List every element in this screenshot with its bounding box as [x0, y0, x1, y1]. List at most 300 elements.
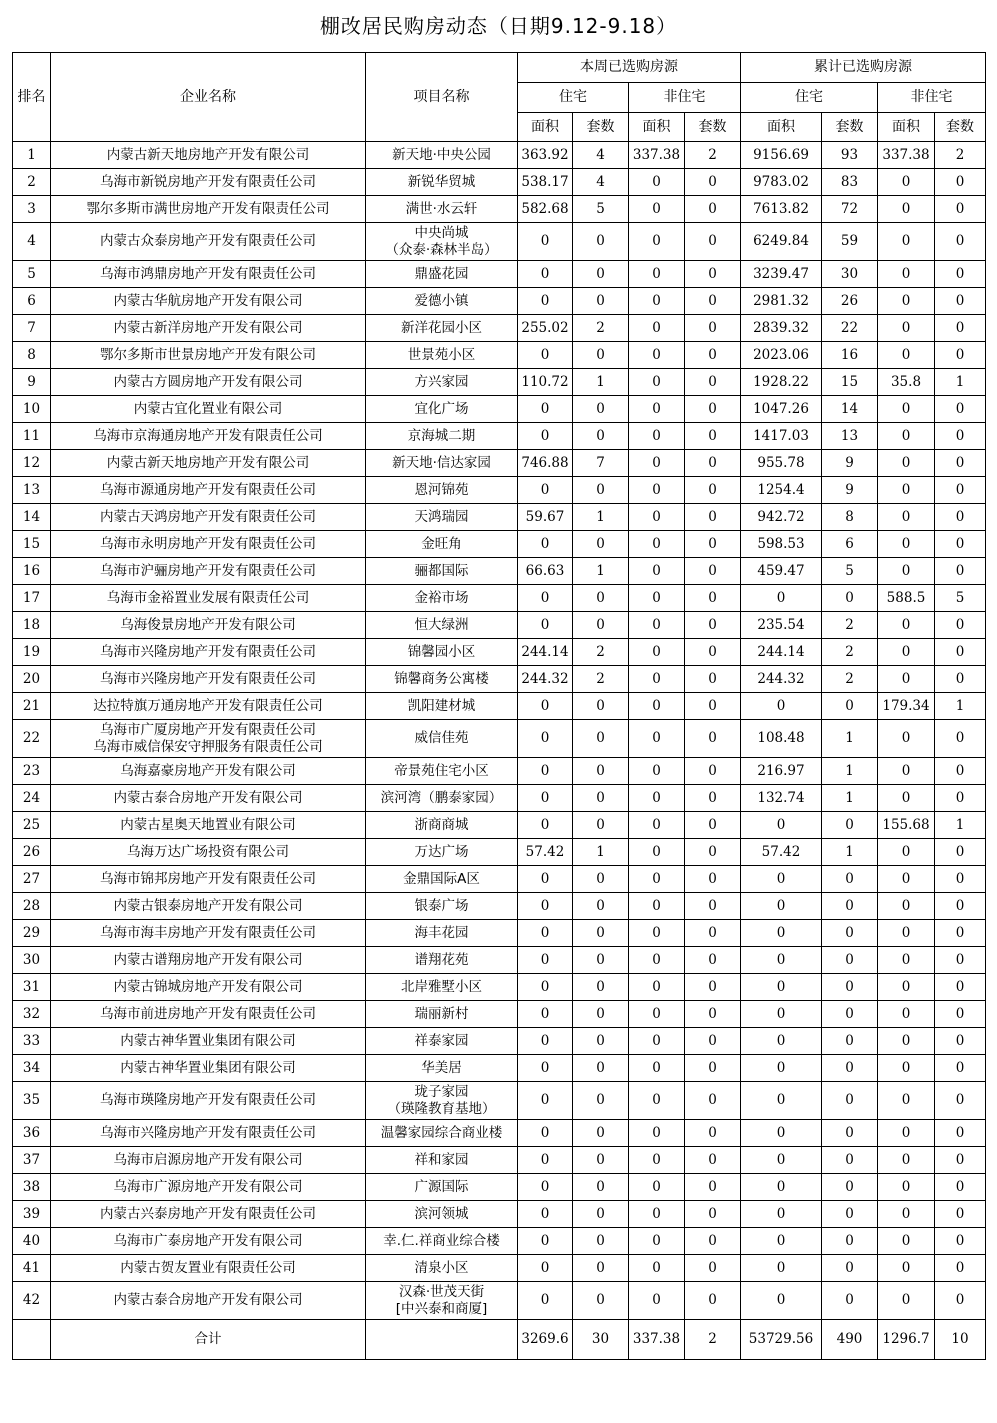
cum-res-units: 0	[822, 1282, 878, 1320]
week-res-units: 0	[573, 947, 629, 974]
rank-cell: 32	[13, 1001, 51, 1028]
week-nonres-area: 0	[629, 585, 685, 612]
week-nonres-area: 337.38	[629, 142, 685, 169]
table-row	[13, 196, 986, 223]
rank-cell: 28	[13, 893, 51, 920]
table-row	[13, 758, 986, 785]
rank-cell: 18	[13, 612, 51, 639]
week-nonres-units: 0	[685, 1147, 741, 1174]
cum-nonres-units: 0	[935, 639, 986, 666]
cum-res-area: 0	[741, 1028, 822, 1055]
cum-res-area: 0	[741, 947, 822, 974]
week-nonres-units: 0	[685, 1201, 741, 1228]
table-row	[13, 893, 986, 920]
company-name: 乌海市兴隆房地产开发有限责任公司	[51, 1120, 366, 1147]
week-res-area: 0	[518, 531, 573, 558]
rank-cell: 24	[13, 785, 51, 812]
total-week-res-units: 30	[573, 1320, 629, 1360]
cum-res-units: 0	[822, 893, 878, 920]
week-res-area: 110.72	[518, 369, 573, 396]
week-nonres-area: 0	[629, 1001, 685, 1028]
cum-nonres-units: 0	[935, 1028, 986, 1055]
cum-res-area: 2981.32	[741, 288, 822, 315]
total-week-nonres-area: 337.38	[629, 1320, 685, 1360]
cum-nonres-area: 0	[878, 1120, 935, 1147]
company-name: 乌海市广源房地产开发有限公司	[51, 1174, 366, 1201]
week-res-units: 0	[573, 1282, 629, 1320]
header-area: 面积	[878, 113, 935, 142]
company-name: 乌海市鸿鼎房地产开发有限责任公司	[51, 261, 366, 288]
table-row	[13, 477, 986, 504]
cum-res-area: 0	[741, 1120, 822, 1147]
week-nonres-units: 0	[685, 450, 741, 477]
company-name: 内蒙古方圆房地产开发有限公司	[51, 369, 366, 396]
week-nonres-units: 0	[685, 342, 741, 369]
cum-nonres-area: 179.34	[878, 693, 935, 720]
company-name: 内蒙古新天地房地产开发有限公司	[51, 450, 366, 477]
table-row	[13, 1082, 986, 1120]
week-res-units: 1	[573, 839, 629, 866]
cum-nonres-units: 0	[935, 288, 986, 315]
company-name: 内蒙古众泰房地产开发有限责任公司	[51, 223, 366, 261]
cum-res-area: 244.32	[741, 666, 822, 693]
table-row	[13, 288, 986, 315]
cum-nonres-area: 0	[878, 1201, 935, 1228]
cum-res-units: 22	[822, 315, 878, 342]
table-row	[13, 693, 986, 720]
rank-cell: 5	[13, 261, 51, 288]
week-nonres-units: 0	[685, 1082, 741, 1120]
cum-nonres-area: 337.38	[878, 142, 935, 169]
cum-nonres-units: 0	[935, 612, 986, 639]
rank-cell: 30	[13, 947, 51, 974]
company-name: 内蒙古兴泰房地产开发有限责任公司	[51, 1201, 366, 1228]
week-res-units: 0	[573, 1028, 629, 1055]
total-row	[13, 1320, 986, 1360]
table-row	[13, 169, 986, 196]
week-nonres-area: 0	[629, 169, 685, 196]
week-nonres-units: 0	[685, 612, 741, 639]
cum-nonres-area: 0	[878, 223, 935, 261]
header-units: 套数	[685, 113, 741, 142]
project-name: 鼎盛花园	[366, 261, 518, 288]
cum-res-units: 0	[822, 920, 878, 947]
header-area: 面积	[629, 113, 685, 142]
cum-res-area: 0	[741, 1001, 822, 1028]
cum-res-area: 0	[741, 693, 822, 720]
company-name: 内蒙古银泰房地产开发有限公司	[51, 893, 366, 920]
week-nonres-area: 0	[629, 758, 685, 785]
week-res-units: 1	[573, 558, 629, 585]
rank-cell: 31	[13, 974, 51, 1001]
rank-cell: 20	[13, 666, 51, 693]
week-nonres-area: 0	[629, 1201, 685, 1228]
cum-nonres-area: 0	[878, 720, 935, 758]
cum-nonres-units: 0	[935, 666, 986, 693]
week-nonres-area: 0	[629, 1255, 685, 1282]
cum-nonres-units: 0	[935, 196, 986, 223]
week-res-area: 0	[518, 1174, 573, 1201]
cum-nonres-area: 0	[878, 423, 935, 450]
week-res-units: 0	[573, 866, 629, 893]
cum-res-area: 1417.03	[741, 423, 822, 450]
cum-nonres-units: 1	[935, 693, 986, 720]
cum-nonres-units: 1	[935, 369, 986, 396]
week-nonres-area: 0	[629, 974, 685, 1001]
table-body	[13, 142, 986, 1320]
cum-nonres-area: 0	[878, 612, 935, 639]
cum-nonres-area: 0	[878, 288, 935, 315]
week-nonres-units: 0	[685, 893, 741, 920]
cum-res-area: 216.97	[741, 758, 822, 785]
week-res-units: 2	[573, 666, 629, 693]
cum-res-area: 0	[741, 585, 822, 612]
cum-res-area: 1928.22	[741, 369, 822, 396]
cum-nonres-area: 588.5	[878, 585, 935, 612]
week-nonres-units: 0	[685, 839, 741, 866]
rank-cell: 12	[13, 450, 51, 477]
cum-res-area: 235.54	[741, 612, 822, 639]
total-label: 合计	[51, 1320, 366, 1360]
cum-nonres-area: 0	[878, 558, 935, 585]
rank-cell: 2	[13, 169, 51, 196]
table-row	[13, 142, 986, 169]
week-res-units: 0	[573, 1228, 629, 1255]
cum-res-units: 9	[822, 450, 878, 477]
week-res-units: 0	[573, 920, 629, 947]
company-name: 乌海市兴隆房地产开发有限责任公司	[51, 639, 366, 666]
project-name: 华美居	[366, 1055, 518, 1082]
project-name: 天鸿瑞园	[366, 504, 518, 531]
cum-res-units: 1	[822, 839, 878, 866]
cum-nonres-area: 0	[878, 315, 935, 342]
cum-res-area: 0	[741, 1174, 822, 1201]
cum-nonres-area: 0	[878, 947, 935, 974]
week-res-area: 0	[518, 785, 573, 812]
project-name: 滨河领城	[366, 1201, 518, 1228]
header-week: 本周已选购房源	[518, 53, 741, 83]
project-name: 宜化广场	[366, 396, 518, 423]
cum-nonres-units: 0	[935, 504, 986, 531]
rank-cell: 39	[13, 1201, 51, 1228]
table-row	[13, 1255, 986, 1282]
week-res-units: 0	[573, 288, 629, 315]
rank-cell: 11	[13, 423, 51, 450]
cum-res-units: 0	[822, 866, 878, 893]
cum-res-units: 2	[822, 639, 878, 666]
project-name: 中央尚城 （众泰·森林半岛）	[366, 223, 518, 261]
cum-res-area: 9783.02	[741, 169, 822, 196]
table-row	[13, 261, 986, 288]
week-nonres-units: 0	[685, 720, 741, 758]
week-nonres-units: 0	[685, 477, 741, 504]
cum-res-area: 1047.26	[741, 396, 822, 423]
rank-cell: 37	[13, 1147, 51, 1174]
week-nonres-area: 0	[629, 396, 685, 423]
week-nonres-units: 0	[685, 666, 741, 693]
week-nonres-area: 0	[629, 785, 685, 812]
header-total-non-residential: 非住宅	[878, 83, 986, 113]
week-res-area: 0	[518, 477, 573, 504]
cum-res-area: 57.42	[741, 839, 822, 866]
week-nonres-area: 0	[629, 1055, 685, 1082]
cum-nonres-units: 0	[935, 758, 986, 785]
week-res-units: 0	[573, 1082, 629, 1120]
cum-nonres-units: 0	[935, 1255, 986, 1282]
project-name: 浙商商城	[366, 812, 518, 839]
table-row	[13, 342, 986, 369]
rank-cell: 34	[13, 1055, 51, 1082]
week-res-area: 0	[518, 342, 573, 369]
cum-res-units: 0	[822, 812, 878, 839]
rank-cell: 15	[13, 531, 51, 558]
cum-res-units: 9	[822, 477, 878, 504]
week-nonres-units: 0	[685, 396, 741, 423]
rank-cell: 16	[13, 558, 51, 585]
table-row	[13, 920, 986, 947]
total-rank-cell	[13, 1320, 51, 1360]
cum-res-area: 0	[741, 920, 822, 947]
company-name: 乌海市启源房地产开发有限公司	[51, 1147, 366, 1174]
week-res-area: 0	[518, 1282, 573, 1320]
rank-cell: 25	[13, 812, 51, 839]
cum-res-units: 8	[822, 504, 878, 531]
cum-res-units: 0	[822, 1082, 878, 1120]
company-name: 乌海市海丰房地产开发有限责任公司	[51, 920, 366, 947]
company-name: 乌海市永明房地产开发有限责任公司	[51, 531, 366, 558]
table-row	[13, 947, 986, 974]
week-nonres-area: 0	[629, 1228, 685, 1255]
table-row	[13, 974, 986, 1001]
cum-nonres-units: 0	[935, 1120, 986, 1147]
company-name: 内蒙古神华置业集团有限公司	[51, 1055, 366, 1082]
week-nonres-area: 0	[629, 1147, 685, 1174]
week-res-units: 1	[573, 504, 629, 531]
cum-res-area: 598.53	[741, 531, 822, 558]
week-nonres-units: 0	[685, 920, 741, 947]
cum-res-area: 2023.06	[741, 342, 822, 369]
cum-res-units: 15	[822, 369, 878, 396]
company-name: 乌海市瑛隆房地产开发有限责任公司	[51, 1082, 366, 1120]
cum-nonres-area: 0	[878, 974, 935, 1001]
week-nonres-units: 0	[685, 223, 741, 261]
cum-res-units: 0	[822, 1028, 878, 1055]
table-row	[13, 866, 986, 893]
cum-nonres-area: 0	[878, 1028, 935, 1055]
week-nonres-area: 0	[629, 666, 685, 693]
header-units: 套数	[822, 113, 878, 142]
company-name: 内蒙古神华置业集团有限公司	[51, 1028, 366, 1055]
cum-res-units: 0	[822, 947, 878, 974]
project-name: 威信佳苑	[366, 720, 518, 758]
rank-cell: 26	[13, 839, 51, 866]
company-name: 乌海市金裕置业发展有限责任公司	[51, 585, 366, 612]
week-res-area: 0	[518, 223, 573, 261]
week-res-area: 0	[518, 1147, 573, 1174]
company-name: 乌海市新锐房地产开发有限责任公司	[51, 169, 366, 196]
table-row	[13, 531, 986, 558]
rank-cell: 33	[13, 1028, 51, 1055]
week-res-area: 0	[518, 812, 573, 839]
project-name: 方兴家园	[366, 369, 518, 396]
company-name: 乌海市沪骊房地产开发有限责任公司	[51, 558, 366, 585]
cum-res-units: 0	[822, 1255, 878, 1282]
table-row	[13, 558, 986, 585]
company-name: 内蒙古宜化置业有限公司	[51, 396, 366, 423]
project-name: 瑞丽新村	[366, 1001, 518, 1028]
week-nonres-area: 0	[629, 893, 685, 920]
cum-nonres-area: 0	[878, 1147, 935, 1174]
week-nonres-area: 0	[629, 866, 685, 893]
cum-nonres-units: 0	[935, 1174, 986, 1201]
week-res-units: 4	[573, 169, 629, 196]
cum-res-units: 16	[822, 342, 878, 369]
project-name: 北岸雅墅小区	[366, 974, 518, 1001]
project-name: 银泰广场	[366, 893, 518, 920]
project-name: 凯阳建材城	[366, 693, 518, 720]
week-nonres-units: 0	[685, 974, 741, 1001]
rank-cell: 14	[13, 504, 51, 531]
project-name: 汉森·世茂天街 [中兴泰和商厦]	[366, 1282, 518, 1320]
week-res-units: 0	[573, 585, 629, 612]
cum-nonres-units: 0	[935, 1282, 986, 1320]
company-name: 内蒙古华航房地产开发有限公司	[51, 288, 366, 315]
header-total: 累计已选购房源	[741, 53, 986, 83]
cum-res-area: 0	[741, 1228, 822, 1255]
week-nonres-units: 0	[685, 1055, 741, 1082]
company-name: 内蒙古新天地房地产开发有限公司	[51, 142, 366, 169]
week-nonres-units: 0	[685, 315, 741, 342]
company-name: 乌海市前进房地产开发有限责任公司	[51, 1001, 366, 1028]
table-row	[13, 504, 986, 531]
rank-cell: 9	[13, 369, 51, 396]
week-nonres-area: 0	[629, 1082, 685, 1120]
cum-nonres-area: 0	[878, 1255, 935, 1282]
week-nonres-area: 0	[629, 1174, 685, 1201]
week-nonres-units: 0	[685, 169, 741, 196]
table-row	[13, 1120, 986, 1147]
company-name: 乌海市源通房地产开发有限责任公司	[51, 477, 366, 504]
project-name: 万达广场	[366, 839, 518, 866]
project-name: 清泉小区	[366, 1255, 518, 1282]
project-name: 温馨家园综合商业楼	[366, 1120, 518, 1147]
cum-nonres-units: 0	[935, 558, 986, 585]
project-name: 锦馨园小区	[366, 639, 518, 666]
cum-nonres-units: 0	[935, 423, 986, 450]
cum-nonres-units: 0	[935, 720, 986, 758]
company-name: 内蒙古星奥天地置业有限公司	[51, 812, 366, 839]
week-res-units: 0	[573, 531, 629, 558]
project-name: 新锐华贸城	[366, 169, 518, 196]
table-row	[13, 450, 986, 477]
week-nonres-area: 0	[629, 342, 685, 369]
total-cum-nonres-area: 1296.7	[878, 1320, 935, 1360]
week-res-units: 0	[573, 758, 629, 785]
project-name: 金裕市场	[366, 585, 518, 612]
cum-nonres-area: 0	[878, 866, 935, 893]
week-res-area: 538.17	[518, 169, 573, 196]
company-name: 乌海万达广场投资有限公司	[51, 839, 366, 866]
cum-nonres-units: 0	[935, 342, 986, 369]
week-res-units: 0	[573, 423, 629, 450]
cum-res-units: 1	[822, 785, 878, 812]
week-res-units: 0	[573, 893, 629, 920]
cum-res-area: 459.47	[741, 558, 822, 585]
week-nonres-units: 0	[685, 947, 741, 974]
cum-nonres-units: 0	[935, 396, 986, 423]
week-nonres-units: 0	[685, 639, 741, 666]
cum-nonres-area: 0	[878, 785, 935, 812]
rank-cell: 8	[13, 342, 51, 369]
week-res-area: 0	[518, 1120, 573, 1147]
cum-nonres-area: 0	[878, 261, 935, 288]
week-res-area: 59.67	[518, 504, 573, 531]
week-res-units: 0	[573, 261, 629, 288]
table-row	[13, 1282, 986, 1320]
week-nonres-area: 0	[629, 223, 685, 261]
header-total-residential: 住宅	[741, 83, 878, 113]
table-row	[13, 1028, 986, 1055]
cum-nonres-units: 0	[935, 1001, 986, 1028]
cum-res-units: 1	[822, 758, 878, 785]
table-row	[13, 1001, 986, 1028]
week-nonres-area: 0	[629, 947, 685, 974]
cum-res-units: 0	[822, 1174, 878, 1201]
week-nonres-units: 0	[685, 1028, 741, 1055]
table-row	[13, 223, 986, 261]
cum-nonres-units: 0	[935, 1228, 986, 1255]
cum-nonres-area: 35.8	[878, 369, 935, 396]
week-res-units: 0	[573, 1055, 629, 1082]
cum-res-units: 93	[822, 142, 878, 169]
week-nonres-area: 0	[629, 558, 685, 585]
cum-res-area: 132.74	[741, 785, 822, 812]
rank-cell: 40	[13, 1228, 51, 1255]
week-nonres-area: 0	[629, 1282, 685, 1320]
header-units: 套数	[935, 113, 986, 142]
week-res-units: 0	[573, 612, 629, 639]
cum-nonres-area: 155.68	[878, 812, 935, 839]
week-res-area: 0	[518, 1201, 573, 1228]
rank-cell: 29	[13, 920, 51, 947]
cum-nonres-units: 0	[935, 893, 986, 920]
week-res-units: 1	[573, 369, 629, 396]
week-nonres-area: 0	[629, 612, 685, 639]
project-name: 珑子家园 （瑛隆教育基地）	[366, 1082, 518, 1120]
rank-cell: 6	[13, 288, 51, 315]
cum-res-area: 0	[741, 1082, 822, 1120]
project-name: 海丰花园	[366, 920, 518, 947]
week-res-units: 0	[573, 812, 629, 839]
week-nonres-area: 0	[629, 504, 685, 531]
project-name: 广源国际	[366, 1174, 518, 1201]
company-name: 乌海俊景房地产开发有限公司	[51, 612, 366, 639]
week-nonres-area: 0	[629, 531, 685, 558]
company-name: 乌海市广泰房地产开发有限公司	[51, 1228, 366, 1255]
cum-res-area: 9156.69	[741, 142, 822, 169]
week-res-area: 0	[518, 1055, 573, 1082]
week-res-area: 255.02	[518, 315, 573, 342]
rank-cell: 23	[13, 758, 51, 785]
week-res-units: 0	[573, 1001, 629, 1028]
project-name: 祥泰家园	[366, 1028, 518, 1055]
cum-nonres-units: 0	[935, 839, 986, 866]
week-nonres-units: 0	[685, 1001, 741, 1028]
week-res-area: 0	[518, 585, 573, 612]
company-name: 乌海嘉豪房地产开发有限公司	[51, 758, 366, 785]
week-nonres-units: 0	[685, 866, 741, 893]
cum-res-units: 0	[822, 585, 878, 612]
